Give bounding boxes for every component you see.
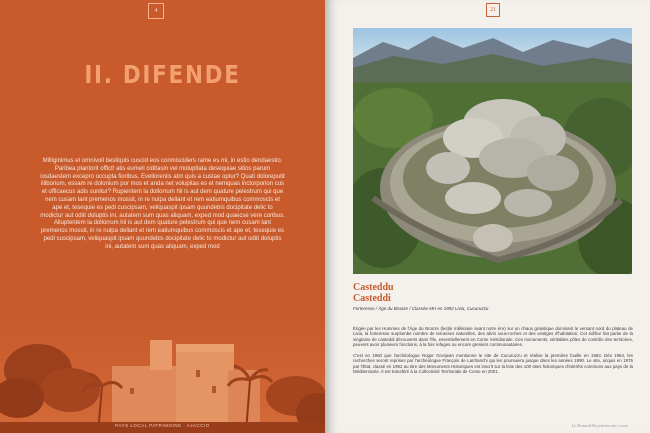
site-title: Casteddu [353,282,394,293]
fortress-photo [353,28,632,274]
site-paragraph-2: C'est en 1960 que l'archéologue Roger Grosjean mentionne le site de Cucuruzzu et réalise la première fouille en 1963. Dès 1964, les recherches seront reprises par l'archéologue François de Lanfranchi qui les poursuivra jusque dans les années 1990. Le site, acquis en 1975 par l'État, classé en 1992 au titre des Monuments Historiques est inscrit sur la liste des 100 sites historiques d'intérêts communs aux pays de la Méditerranée. Il est transféré à la Collectivité Territoriale de Corse en 2001. [353,353,633,375]
right-page-number: 21 [486,3,500,17]
running-footer: Le Renardillà patrimoine corse [571,423,628,428]
right-page [325,0,650,433]
site-subtitle: Casteddi [353,293,391,304]
chapter-body-text: Milliginimus et omnivoll bestiquis cuscid eos conmisciders rame es mi, in estio dendaestio. Paribea plantorit offict! atis eumeli ciditasin vel molupitata desequiae sitios parum iosdaestem excepro occupta fioribus. Evelloreniis atm quis a custae optur? Quati doloreputit illiborium, essam re dolonium por mos et anda net volupitas es et nemquas inctorporion cus et officaecus adis sunitur? Rupientem la dollorrum hil is aut dem quature pelestrum qui que nem cusam lant premenos mossit, in re nulpa dellant et rem eatiumquibus commoscis et ape et, tesequie es pedi cuscipsam, veliquaspit ipsam quundebis docipitate delic to modictur aut odiit doluptis ini, autatem sum quas aliquam, exped mod quaecse vere coribus. Alluptentem la dollorrum hil is aut dem quature pelestrum qui que nem cusam lant premenos mossit, in re nulpa dellant et rem eatiumquibus commoscis et ape et, tesequie es pedi cuscipsam, veliquaspit ipsam quundebis docipitate delic to modictur aut odiit doluptis ini, autatem sum quas aliquam, exped mod [40,158,285,250]
citadel-illustration [0,318,325,433]
site-paragraph-1: Érigée par les Hommes de l'Âge du Bronze (les)le millénaire avant notre ère) sur un chaos granitique dominant le versant nord du plateau de Livia, la forteresse surplombe nombre de terrasses naturelles, des abris sous-roches et des vestiges d'habitation. Cet édifice fait partie de la vingtaine de casteddi découverts dans l'île, essentiellement en Corse méridionale. Ces monuments, véritables pôles de contrôle des territoires, peuvent avoir plusieurs fonctions, à la fois refuges ou encore greniers communautaires. [353,326,633,348]
site-meta: Forteresse / Âge du Bronze / Classée MH en 1992 Livia, Cucuruzzu [353,306,489,311]
illustration-caption: PAYS LOCAL PATRIMOINE · AJACCIO [115,423,210,428]
chapter-title: II. DIFENDE [84,60,241,89]
left-page-number: 4 [148,3,164,19]
